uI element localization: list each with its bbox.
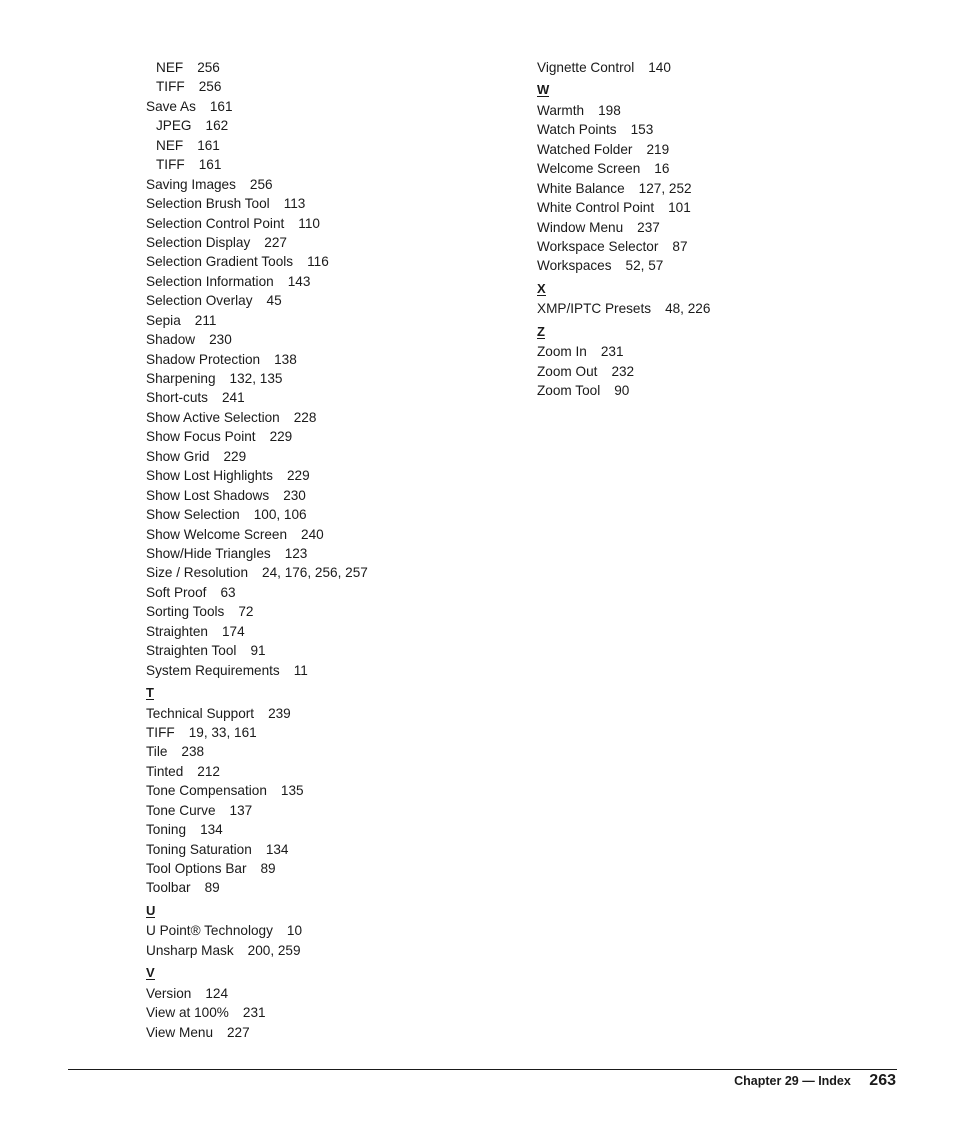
index-entry [537,140,897,159]
index-page-refs: 89 [260,861,276,876]
index-term: Zoom Tool [537,383,601,399]
index-entry [146,466,506,485]
index-entry [146,272,506,291]
index-page-refs: 110 [298,215,320,231]
index-page-refs: 135 [280,783,304,799]
index-term: Selection Overlay [146,293,253,309]
index-term: Show/Hide Triangles [146,545,271,561]
index-column-right [537,58,897,401]
index-entry [537,237,897,256]
footer-rule [68,1069,897,1070]
index-entry [146,388,506,407]
index-page-refs: 116 [307,254,329,270]
index-page-refs: 161 [209,98,233,114]
index-term: Tool Options Bar [146,861,247,876]
index-term: Zoom Out [537,363,598,379]
index-term: TIFF [146,724,175,740]
index-page-refs: 16 [654,161,670,177]
index-entry [537,159,897,178]
index-term: Show Lost Shadows [146,487,270,503]
index-term: Show Selection [146,507,240,523]
index-term: Show Focus Point [146,429,256,445]
index-page-refs: 212 [197,763,220,779]
index-entry [146,742,506,761]
index-page-refs: 137 [229,802,253,818]
index-entry [146,486,506,505]
index-page-refs: 89 [204,880,220,896]
index-entry [146,233,506,252]
index-page-refs: 174 [221,623,245,639]
index-page-refs: 219 [646,141,670,157]
index-term: Zoom In [537,344,587,360]
index-entry [146,214,506,233]
index-page-refs: 63 [220,584,236,600]
index-term: Shadow [146,332,196,348]
index-letter: U [146,902,156,918]
index-term: Straighten Tool [146,643,237,659]
index-term: Selection Gradient Tools [146,254,294,270]
index-entry [146,194,506,213]
index-entry [537,101,897,120]
index-entry [146,801,506,820]
index-entry [537,256,897,275]
index-page-refs: 231 [242,1005,266,1021]
index-page-refs: 124 [205,985,229,1001]
index-entry [146,408,506,427]
index-term: Tile [146,744,168,760]
index-entry [537,179,897,198]
index-page-refs: 127, 252 [638,180,692,196]
index-page-refs: 238 [181,744,205,760]
index-term: Short-cuts [146,390,208,406]
index-subentry [146,77,506,96]
index-page-refs: 239 [268,705,291,721]
index-entry [146,859,506,878]
index-entry [537,381,897,400]
index-page-refs: 140 [648,60,671,75]
index-letter-heading [537,77,897,101]
index-entry [146,291,506,310]
index-entry [146,505,506,524]
index-entry [146,878,506,897]
index-page-refs: 229 [286,468,310,484]
index-letter: W [537,82,550,98]
index-entry [146,984,506,1003]
index-page-refs: 123 [284,545,308,561]
index-entry [146,781,506,800]
index-term: Unsharp Mask [146,942,234,958]
index-page-refs: 134 [200,822,223,838]
index-entry [537,198,897,217]
index-page-refs: 132, 135 [229,371,283,386]
index-page-refs: 227 [264,234,287,250]
index-term: Soft Proof [146,584,207,600]
index-entry [146,252,506,271]
index-entry [146,447,506,466]
index-term: Sorting Tools [146,604,225,620]
index-entry [146,704,506,723]
index-letter: T [146,685,154,700]
index-entry [537,218,897,237]
index-entry [146,427,506,446]
index-subentry [146,58,506,77]
index-entry [146,661,506,680]
index-entry [537,362,897,381]
index-letter: V [146,965,155,981]
index-page-refs: 256 [197,60,220,75]
index-entry [537,342,897,361]
index-page-refs: 24, 176, 256, 257 [262,565,368,581]
index-entry [537,58,897,77]
index-entry [146,1023,506,1042]
index-page-refs: 48, 226 [665,301,711,317]
index-term: Tinted [146,763,184,779]
index-entry [146,369,506,388]
index-letter-heading [146,898,506,922]
index-term: Shadow Protection [146,351,261,367]
index-term: Show Grid [146,448,210,464]
index-term: White Control Point [537,200,655,216]
index-entry [146,311,506,330]
index-page-refs: 91 [250,643,266,659]
index-page-refs: 138 [274,351,297,367]
index-page-refs: 90 [614,383,630,399]
index-term: Vignette Control [537,60,635,75]
index-term: Selection Brush Tool [146,196,270,212]
index-subentry [146,136,506,155]
index-term: Workspace Selector [537,239,659,254]
index-entry [146,583,506,602]
index-entry [146,820,506,839]
index-term: System Requirements [146,662,280,678]
index-term: Warmth [537,102,585,118]
index-page-refs: 256 [249,176,273,192]
index-term: Size / Resolution [146,565,249,581]
index-page-refs: 256 [198,79,222,95]
index-entry [146,723,506,742]
index-entry [146,921,506,940]
index-term: Show Welcome Screen [146,526,288,542]
index-page-refs: 241 [221,390,245,406]
index-page-refs: 11 [293,662,308,678]
index-page-refs: 100, 106 [253,507,307,523]
index-entry [146,330,506,349]
index-page-refs: 161 [198,157,222,173]
index-letter: Z [537,323,545,339]
index-page-refs: 229 [223,448,247,464]
index-page-refs: 101 [668,200,691,216]
index-page-refs: 229 [269,429,293,445]
index-term: Toning Saturation [146,841,252,857]
index-entry [146,525,506,544]
index-term: Technical Support [146,705,255,721]
index-term: NEF [156,60,184,75]
index-column-left [146,58,506,1042]
index-term: Toolbar [146,880,191,896]
index-entry [146,622,506,641]
index-page-refs: 200, 259 [247,942,301,958]
index-page-refs: 113 [283,196,306,212]
index-page-refs: 211 [194,312,217,328]
index-entry [146,602,506,621]
index-page-refs: 230 [283,487,306,503]
index-entry [146,97,506,116]
index-entry [146,544,506,563]
index-term: Toning [146,822,187,838]
index-term: White Balance [537,180,625,196]
index-term: Workspaces [537,258,612,274]
index-term: Selection Control Point [146,215,285,231]
index-entry [146,350,506,369]
index-letter: X [537,280,546,296]
index-page-refs: 72 [238,604,254,620]
index-term: JPEG [156,118,192,134]
index-entry [146,641,506,660]
index-page-refs: 198 [598,102,621,118]
index-term: Tone Compensation [146,783,267,799]
index-term: NEF [156,137,184,153]
page-footer [734,1072,896,1090]
index-entry [146,941,506,960]
footer-chapter-title: Chapter 29 — Index [734,1074,851,1088]
index-page-refs: 87 [672,239,688,254]
index-letter-heading [537,276,897,300]
page-number: 263 [869,1072,896,1089]
index-term: Selection Display [146,234,251,250]
index-entry [146,563,506,582]
index-page-refs: 19, 33, 161 [188,724,257,740]
index-subentry [146,116,506,135]
index-page-refs: 162 [205,118,229,134]
index-page-refs: 230 [209,332,232,348]
index-page-refs: 227 [227,1024,250,1040]
index-term: Window Menu [537,219,624,235]
index-term: TIFF [156,79,185,95]
index-page-refs: 231 [600,344,624,360]
index-term: Save As [146,98,196,114]
index-term: XMP/IPTC Presets [537,301,652,317]
index-page-refs: 228 [293,409,317,425]
index-page-refs: 134 [265,841,289,857]
index-page-refs: 237 [637,219,660,235]
index-entry [146,840,506,859]
index-term: View Menu [146,1024,213,1040]
index-term: Sepia [146,312,181,328]
index-entry [146,1003,506,1022]
index-term: Sharpening [146,371,216,386]
index-page-refs: 52, 57 [625,258,664,274]
index-page-refs: 143 [287,273,311,289]
index-entry [537,120,897,139]
index-page-refs: 45 [266,293,282,309]
index-term: Watch Points [537,122,617,138]
index-page-refs: 153 [630,122,654,138]
index-term: Saving Images [146,176,236,192]
index-term: Selection Information [146,273,274,289]
index-term: Straighten [146,623,208,639]
index-page-refs: 240 [301,526,324,542]
index-term: Welcome Screen [537,161,641,177]
index-page-refs: 232 [611,363,635,379]
index-entry [146,175,506,194]
index-letter-heading [146,680,506,704]
index-term: Watched Folder [537,141,633,157]
index-term: Show Lost Highlights [146,468,273,484]
index-letter-heading [146,960,506,984]
index-page-refs: 161 [197,137,220,153]
index-page-refs: 10 [286,923,303,939]
index-term: Tone Curve [146,802,216,818]
index-entry [146,762,506,781]
index-term: Show Active Selection [146,409,280,425]
index-term: TIFF [156,157,185,173]
index-term: U Point® Technology [146,923,273,939]
index-letter-heading [537,319,897,343]
index-term: View at 100% [146,1005,229,1021]
index-entry [537,299,897,318]
index-subentry [146,155,506,174]
index-term: Version [146,985,192,1001]
